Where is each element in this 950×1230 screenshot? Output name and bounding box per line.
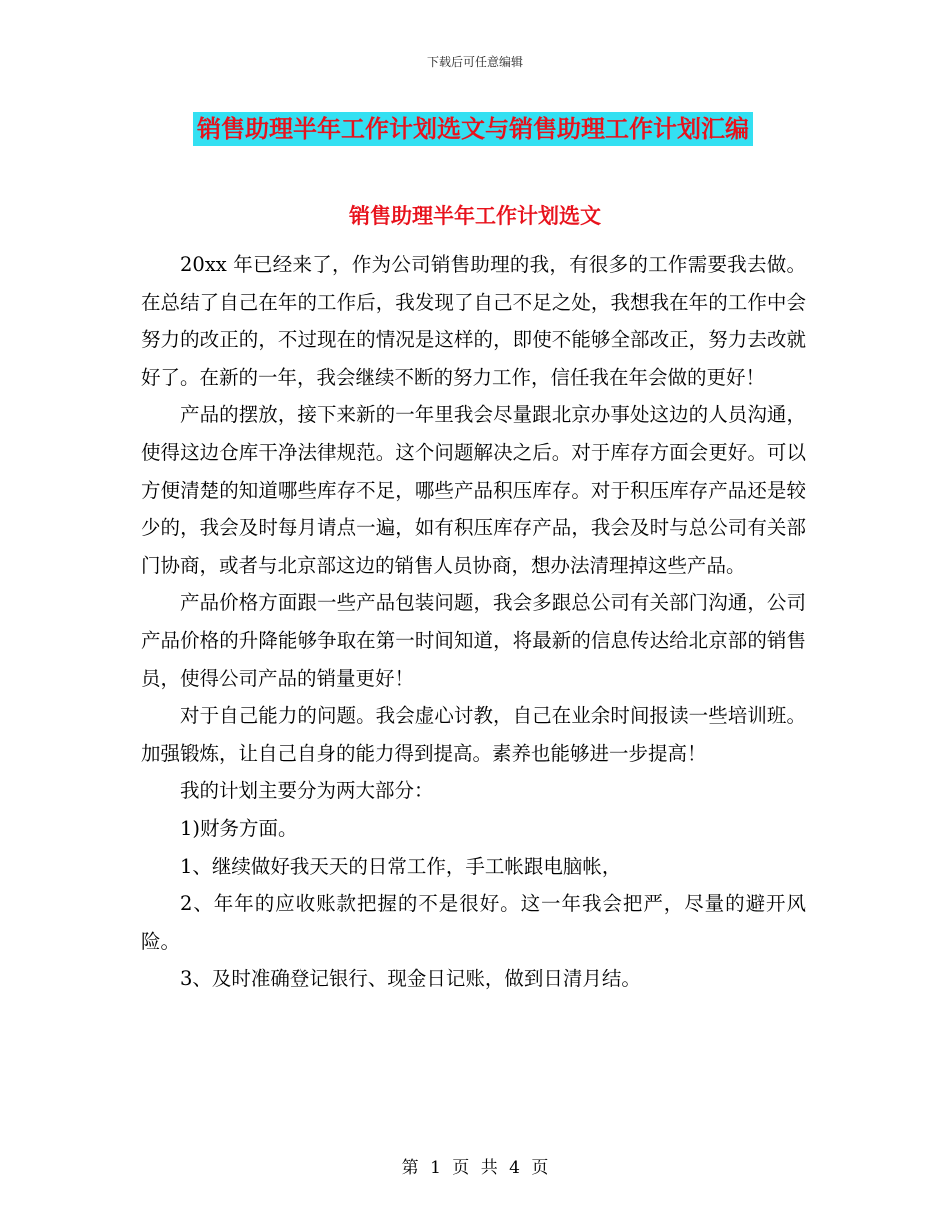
document-body — [141, 246, 806, 998]
paragraph: 对于自己能力的问题。我会虚心讨教，自己在业余时间报读一些培训班。加强锻炼，让自己自身的能力得到提高。素养也能够进一步提高！ — [141, 704, 806, 765]
paragraph: 2、年年的应收账款把握的不是很好。这一年我会把严，尽量的避开风险。 — [141, 892, 806, 953]
document-main-title: 销售助理半年工作计划选文与销售助理工作计划汇编 — [193, 112, 753, 146]
header-note: 下载后可任意编辑 — [426, 55, 523, 69]
paragraph: 20xx 年已经来了，作为公司销售助理的我，有很多的工作需要我去做。在总结了自己在年的工作后，我发现了自己不足之处，我想我在年的工作中会努力的改正的，不过现在的情况是这样的，即使不能够全部改正，努力去改就好了。在新的一年，我会继续不断的努力工作，信任我在年会做的更好！ — [141, 253, 806, 389]
paragraph: 我的计划主要分为两大部分： — [180, 779, 434, 803]
paragraph: 1)财务方面。 — [180, 816, 298, 840]
paragraph: 3、及时准确登记银行、现金日记账，做到日清月结。 — [180, 967, 641, 991]
paragraph: 产品的摆放，接下来新的一年里我会尽量跟北京办事处这边的人员沟通，使得这边仓库干净法律规范。这个问题解决之后。对于库存方面会更好。可以方便清楚的知道哪些库存不足，哪些产品积压库存。对于积压库存产品还是较少的，我会及时每月请点一遍，如有积压库存产品，我会及时与总公司有关部门协商，或者与北京部这边的销售人员协商，想办法清理掉这些产品。 — [141, 403, 806, 577]
paragraph: 产品价格方面跟一些产品包装问题，我会多跟总公司有关部门沟通，公司产品价格的升降能够争取在第一时间知道，将最新的信息传达给北京部的销售员，使得公司产品的销量更好！ — [141, 591, 806, 690]
section-title: 销售助理半年工作计划选文 — [349, 204, 601, 228]
page-number-footer: 第 1 页 共 4 页 — [401, 1158, 549, 1178]
paragraph: 1、继续做好我天天的日常工作，手工帐跟电脑帐， — [180, 854, 622, 878]
